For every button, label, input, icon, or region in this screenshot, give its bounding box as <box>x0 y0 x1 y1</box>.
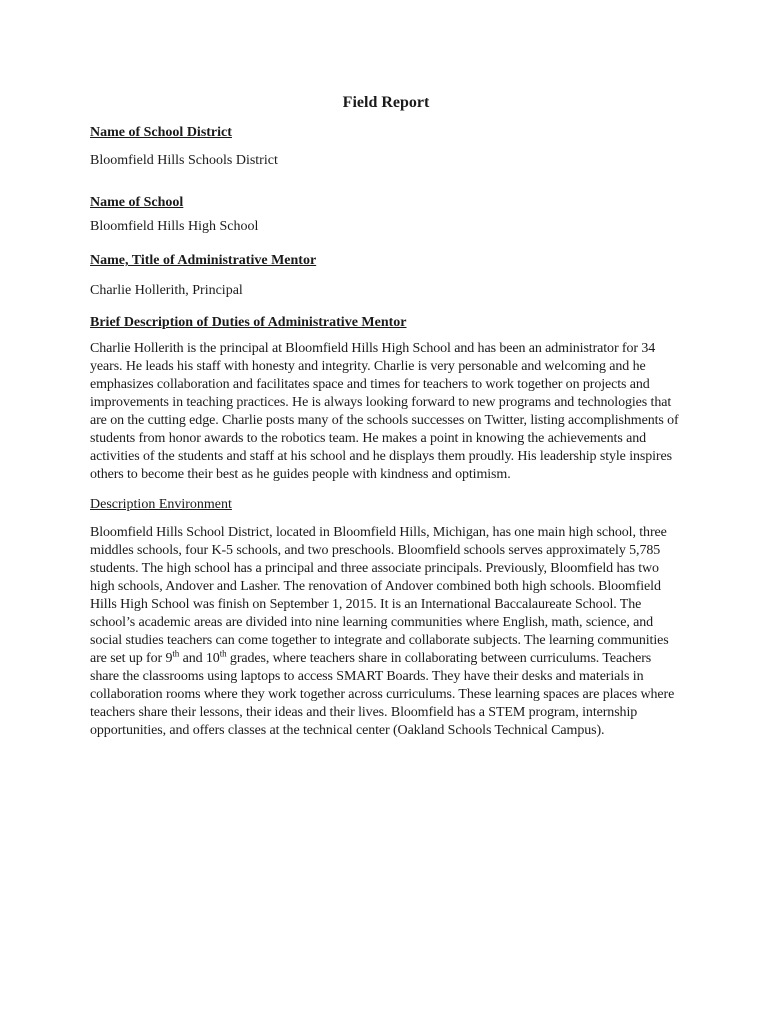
mentor-heading: Name, Title of Administrative Mentor <box>90 253 317 268</box>
environment-text-part1: Bloomfield Hills School District, located in Bloomfield Hills, Michigan, has one main high school, three middles schools, four K-5 schools, and two preschools. Bloomfield schools serves approximately 5,785 students. The high school has a principal and three associate principals. Previously, Bloomfield has two high schools, Andover and Lasher. The renovation of Andover combined both high schools. Bloomfield Hills High School was finish on September 1, 2015. It is an International Baccalaureate School. The school’s academic areas are divided into nine learning communities where English, math, science, and social studies teachers can come together to integrate and collaborate subjects. The learning communities are set up for 9 <box>90 525 669 666</box>
mentor-value: Charlie Hollerith, Principal <box>90 283 243 298</box>
mentor-section <box>90 252 682 300</box>
school-section <box>90 194 682 236</box>
environment-text-part3: grades, where teachers share in collaborating between curriculums. Teachers share the classrooms using laptops to access SMART Boards. They have their desks and materials in collaboration rooms where they work together across curriculums. These learning spaces are places where teachers share their lessons, their ideas and their lives. Bloomfield has a STEM program, internship opportunities, and offers classes at the technical center (Oakland Schools Technical Campus). <box>90 651 675 738</box>
school-value: Bloomfield Hills High School <box>90 219 259 234</box>
district-section <box>90 124 682 170</box>
environment-text-part2: and 10 <box>179 651 220 666</box>
duties-paragraph: Charlie Hollerith is the principal at Bloomfield Hills High School and has been an administrator for 34 years. He leads his staff with honesty and integrity. Charlie is very personable and welcoming and he emphasizes collaboration and facilitates space and times for teachers to work together on projects and improvements in teaching practices. He is always looking forward to new programs and technologies that are on the cutting edge. Charlie posts many of the schools successes on Twitter, listing accomplishments of students from honor awards to the robotics team. He makes a point in knowing the achievements and activities of the students and staff at his school and he displays them proudly. His leadership style inspires others to become their best as he guides people with kindness and optimism. <box>90 341 679 482</box>
ordinal-suffix: th <box>172 648 180 659</box>
district-heading: Name of School District <box>90 125 232 140</box>
ordinal-suffix: th <box>219 648 227 659</box>
environment-heading: Description Environment <box>90 497 232 512</box>
school-heading: Name of School <box>90 195 184 210</box>
district-value: Bloomfield Hills Schools District <box>90 153 278 168</box>
duties-heading: Brief Description of Duties of Administrative Mentor <box>90 315 407 330</box>
page-title: Field Report <box>342 94 430 111</box>
duties-section <box>90 314 682 484</box>
environment-paragraph <box>90 524 682 740</box>
document-page <box>90 92 682 740</box>
environment-section <box>90 496 682 740</box>
